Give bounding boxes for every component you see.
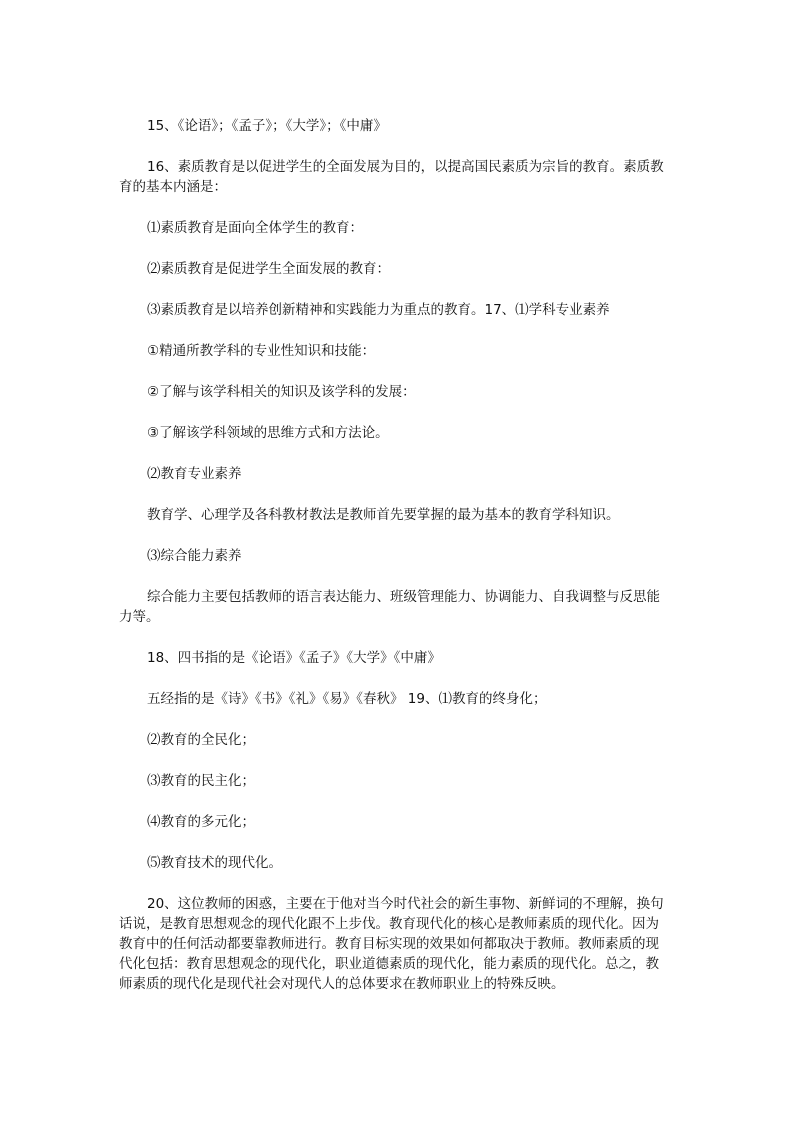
paragraph-16-item-2: ⑵素质教育是促进学生全面发展的教育： <box>147 261 390 277</box>
paragraph-17-item-3-heading: ⑶综合能力素养 <box>147 548 242 564</box>
paragraph-15-four-books: 15、《论语》；《孟子》；《大学》；《中庸》 <box>147 118 387 134</box>
document-body <box>119 116 667 1015</box>
paragraph-18-five-classics-and-19: 五经指的是《诗》《书》《礼》《易》《春秋》 19、⑴教育的终身化； <box>147 691 547 707</box>
paragraph-17-subitem-3: ③了解该学科领域的思维方式和方法论。 <box>147 425 389 441</box>
paragraph-19-item-3: ⑶教育的民主化； <box>147 773 255 789</box>
paragraph-16-quality-education: 16、素质教育是以促进学生的全面发展为目的，以提高国民素质为宗旨的教育。素质教育的基本内涵是： <box>119 159 664 195</box>
paragraph-19-item-2: ⑵教育的全民化； <box>147 732 255 748</box>
paragraph-20-teacher-confusion: 20、这位教师的困惑，主要在于他对当今时代社会的新生事物、新鲜词的不理解，换句话说，是教育思想观念的现代化跟不上步伐。教育现代化的核心是教师素质的现代化。因为教育中的任何活动都要靠教师进行。教育目标实现的效果如何都取决于教师。教师素质的现代化包括：教育思想观念的现代化，职业道德素质的现代化，能力素质的现代化。总之，教师素质的现代化是现代社会对现代人的总体要求在教师职业上的特殊反映。 <box>119 896 664 992</box>
paragraph-16-item-1: ⑴素质教育是面向全体学生的教育： <box>147 220 363 236</box>
paragraph-17-item-2-heading: ⑵教育专业素养 <box>147 466 242 482</box>
paragraph-17-item-3-body: 综合能力主要包括教师的语言表达能力、班级管理能力、协调能力、自我调整与反思能力等。 <box>119 589 660 625</box>
paragraph-19-item-4: ⑷教育的多元化； <box>147 814 255 830</box>
paragraph-18-four-books: 18、四书指的是《论语》《孟子》《大学》《中庸》 <box>147 650 441 666</box>
paragraph-17-item-2-body: 教育学、心理学及各科教材教法是教师首先要掌握的最为基本的教育学科知识。 <box>147 507 620 523</box>
paragraph-16-item-3-and-17: ⑶素质教育是以培养创新精神和实践能力为重点的教育。17、⑴学科专业素养 <box>147 302 610 318</box>
paragraph-19-item-5: ⑸教育技术的现代化。 <box>147 855 282 871</box>
paragraph-17-subitem-2: ②了解与该学科相关的知识及该学科的发展： <box>147 384 416 400</box>
paragraph-17-subitem-1: ①精通所教学科的专业性知识和技能： <box>147 343 376 359</box>
